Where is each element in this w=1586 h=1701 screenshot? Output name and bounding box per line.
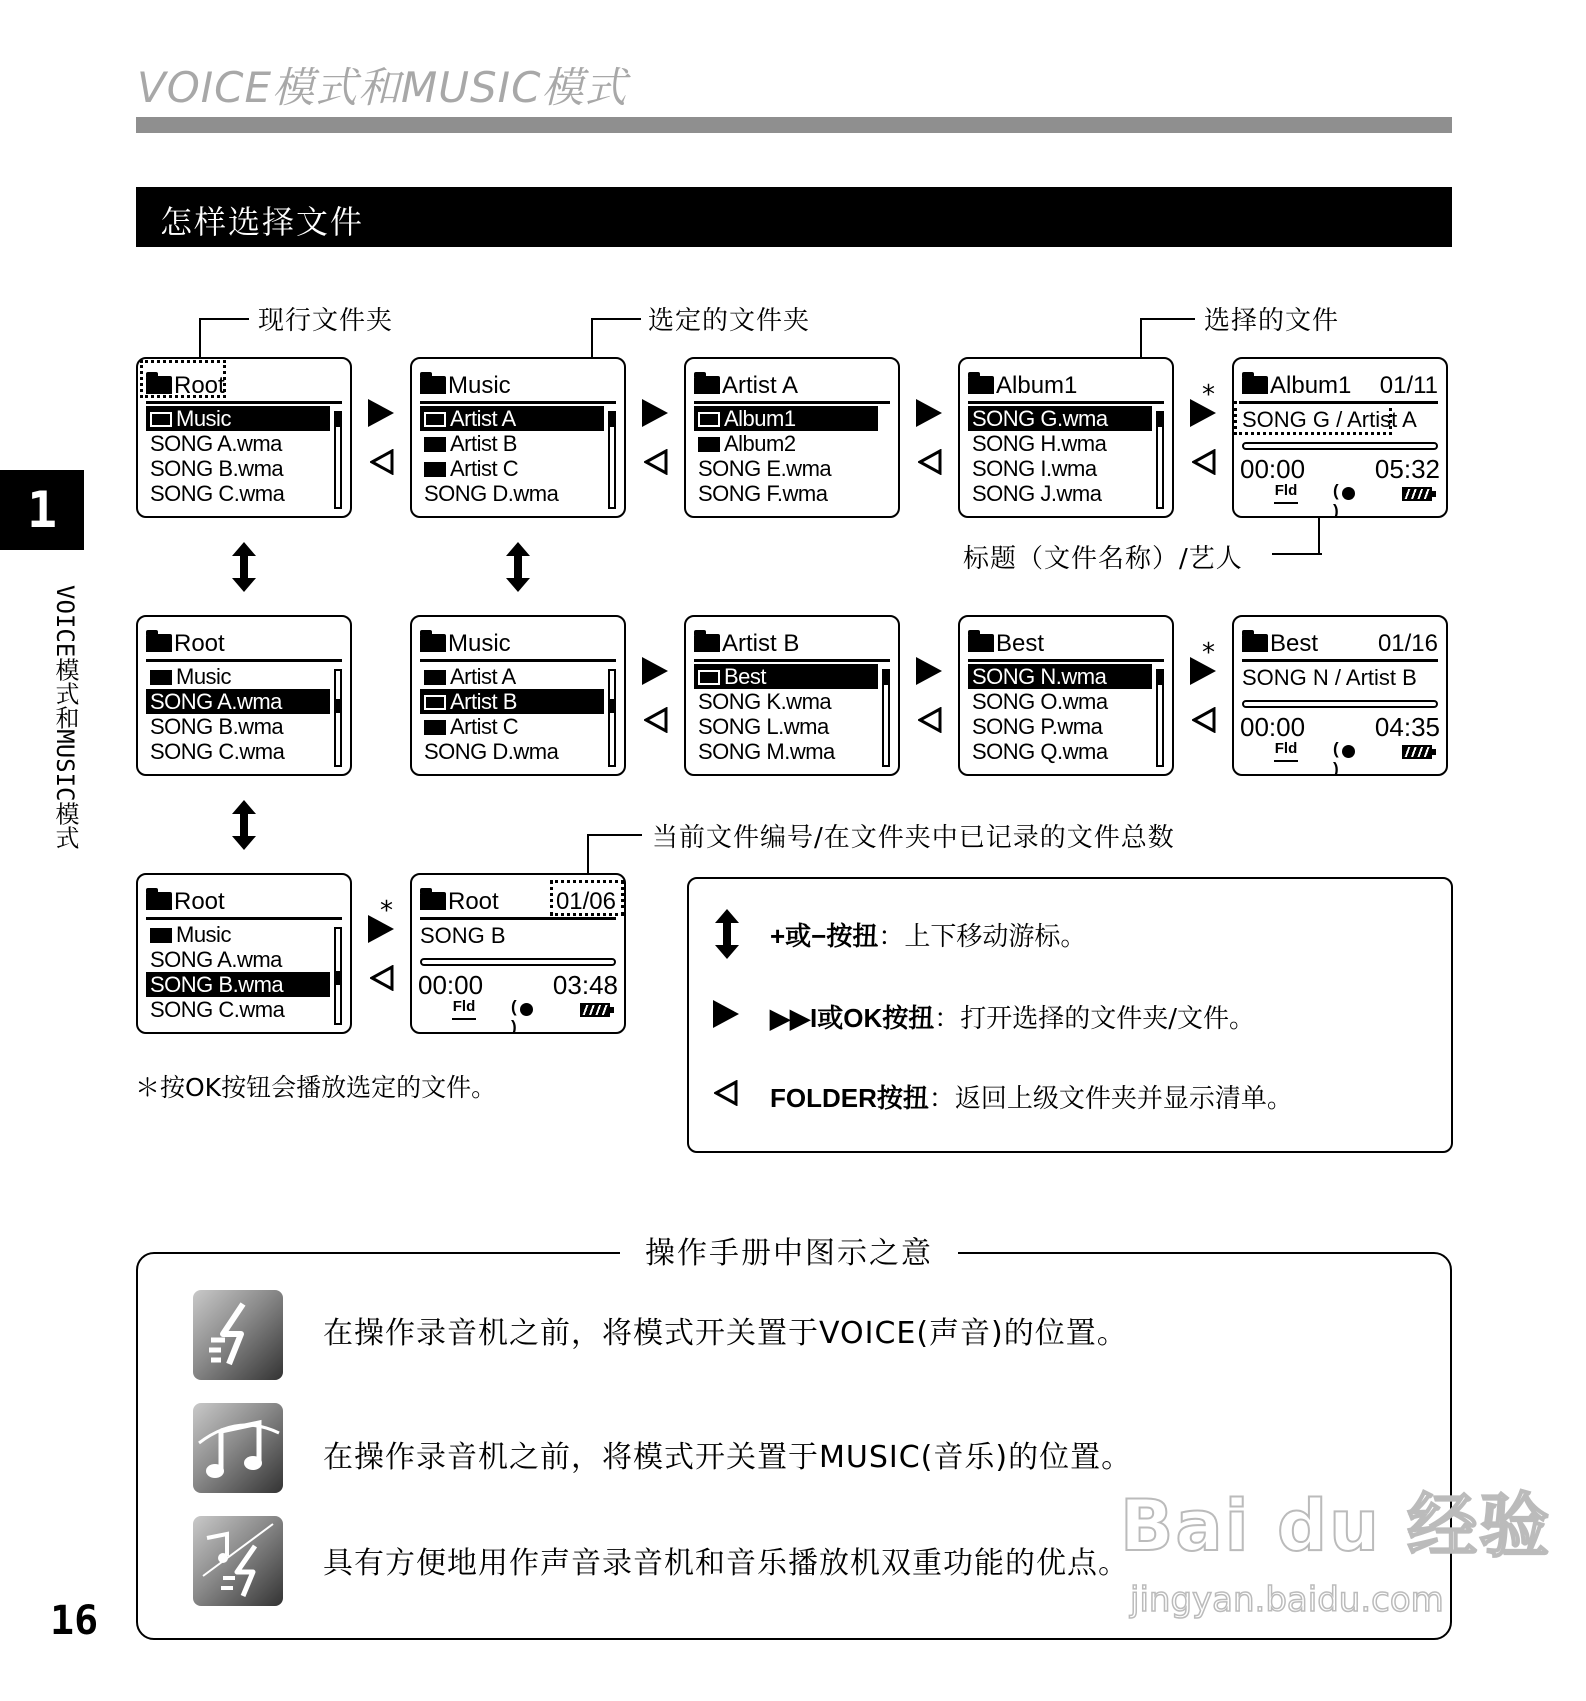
icons-meaning-title: 操作手册中图示之意: [620, 1228, 958, 1272]
list-item: SONG K.wma: [698, 689, 832, 714]
stereo-icon: [510, 1000, 544, 1018]
list-item: Album1: [694, 406, 878, 431]
scrollbar: [608, 669, 616, 767]
folder-icon: [150, 670, 172, 685]
dual-mode-icon: [193, 1516, 283, 1606]
icon-text-music: 在操作录音机之前，将模式开关置于MUSIC(音乐)的位置。: [323, 1440, 1133, 1475]
file-number-highlight: [550, 880, 624, 916]
folder-icon: [420, 634, 446, 652]
folder-icon: [420, 892, 446, 910]
list-item: SONG B.wma: [146, 972, 330, 997]
progress-bar: [420, 958, 616, 966]
forward-arrow-icon: [713, 1000, 739, 1028]
list-item: Artist A: [420, 664, 604, 689]
list-item: SONG L.wma: [698, 714, 829, 739]
icon-text-dual: 具有方便地用作声音录音机和音乐播放机双重功能的优点。: [323, 1546, 1129, 1581]
forward-arrow-icon: [368, 399, 394, 427]
list-item: SONG G.wma: [968, 406, 1152, 431]
folder-icon: [968, 376, 994, 394]
scrollbar: [1156, 411, 1164, 509]
folder-icon: [424, 437, 446, 452]
legend-folder: FOLDER按扭：返回上级文件夹并显示清单。: [770, 1083, 1293, 1114]
list-item: SONG H.wma: [972, 431, 1107, 456]
fld-indicator: Fld: [452, 1000, 476, 1020]
total-time: 03:48: [552, 970, 618, 1000]
icon-text-voice: 在操作录音机之前，将模式开关置于VOICE(声音)的位置。: [323, 1316, 1128, 1351]
list-item: Music: [146, 922, 330, 947]
label-selected-file: 选择的文件: [1204, 306, 1340, 336]
legend-ok: ▶▶I或OK按扭：打开选择的文件夹/文件。: [770, 1003, 1255, 1034]
forward-arrow-icon: [916, 657, 942, 685]
song-title: SONG N / Artist B: [1242, 665, 1417, 690]
list-item: SONG I.wma: [972, 456, 1097, 481]
asterisk-mark: *: [1202, 380, 1215, 410]
scrollbar: [882, 669, 890, 767]
list-item: SONG F.wma: [698, 481, 828, 506]
section-title: 怎样选择文件: [160, 203, 365, 241]
list-item: Album2: [694, 431, 878, 456]
folder-icon: [146, 634, 172, 652]
screen-album1: Album1 SONG G.wma SONG H.wma SONG I.wma SONG J.wma: [958, 357, 1174, 518]
scrollbar: [334, 927, 342, 1025]
list-item: SONG D.wma: [424, 739, 559, 764]
watermark-url: jingyan.baidu.com: [1130, 1580, 1444, 1620]
folder-icon: [424, 462, 446, 477]
song-title: SONG G / Artist A: [1242, 407, 1417, 432]
list-item: SONG J.wma: [972, 481, 1102, 506]
scrollbar: [334, 411, 342, 509]
chapter-side-text: VOICE模式和MUSIC模式: [51, 585, 79, 850]
forward-arrow-icon: [642, 657, 668, 685]
folder-icon: [698, 412, 720, 427]
back-arrow-icon: [1192, 707, 1210, 729]
list-item: SONG N.wma: [968, 664, 1152, 689]
folder-icon: [698, 670, 720, 685]
fld-indicator: Fld: [1274, 484, 1298, 504]
back-arrow-icon: [918, 707, 936, 729]
stereo-icon: [1332, 484, 1366, 502]
asterisk-mark: *: [1202, 638, 1215, 668]
screen-music-artists: Music Artist A Artist B Artist C SONG D.wma: [410, 357, 626, 518]
list-item: Music: [146, 406, 330, 431]
back-arrow-icon: [370, 449, 388, 471]
progress-bar: [1242, 700, 1438, 708]
list-item: SONG A.wma: [150, 431, 282, 456]
chapter-tab: 1: [0, 470, 84, 550]
list-item: SONG C.wma: [150, 481, 285, 506]
asterisk-mark: *: [380, 896, 393, 926]
label-title-artist: 标题（文件名称）/艺人: [963, 544, 1243, 574]
folder-icon: [694, 634, 720, 652]
screen-play-album1: Album1 01/11 SONG G / Artist A 00:00 05:32 Fld ( ): [1232, 357, 1448, 518]
page-number: 16: [50, 1598, 99, 1644]
list-item: SONG E.wma: [698, 456, 832, 481]
scrollbar: [608, 411, 616, 509]
current-folder-highlight: [140, 360, 226, 398]
battery-icon: [580, 1003, 610, 1017]
battery-icon: [1402, 487, 1432, 501]
list-item: SONG O.wma: [972, 689, 1108, 714]
elapsed-time: 00:00: [1240, 454, 1306, 484]
folder-icon: [420, 376, 446, 394]
back-arrow-icon: [714, 1080, 732, 1102]
folder-icon: [968, 634, 994, 652]
updown-arrow-icon: [711, 907, 743, 965]
list-item: SONG M.wma: [698, 739, 835, 764]
battery-icon: [1402, 745, 1432, 759]
list-item: Artist A: [420, 406, 604, 431]
list-item: Best: [694, 664, 878, 689]
back-arrow-icon: [644, 449, 662, 471]
list-item: Artist B: [420, 689, 604, 714]
list-item: Artist B: [420, 431, 604, 456]
list-item: SONG A.wma: [146, 689, 330, 714]
total-time: 05:32: [1374, 454, 1440, 484]
folder-icon: [1242, 376, 1268, 394]
screen-root-song-a: Root Music SONG A.wma SONG B.wma SONG C.wma: [136, 615, 352, 776]
folder-icon: [424, 720, 446, 735]
screen-play-root: Root 01/06 SONG B 00:00 03:48 Fld ( ): [410, 873, 626, 1034]
music-mode-icon: [193, 1403, 283, 1493]
song-title: SONG B: [420, 923, 506, 948]
updown-arrow-icon: [228, 540, 260, 598]
label-current-folder: 现行文件夹: [258, 306, 394, 336]
list-item: Artist C: [420, 456, 604, 481]
back-arrow-icon: [370, 965, 388, 987]
title-artist-highlight: [1234, 401, 1392, 435]
screen-best: Best SONG N.wma SONG O.wma SONG P.wma SONG Q.wma: [958, 615, 1174, 776]
folder-icon: [1242, 634, 1268, 652]
updown-arrow-icon: [502, 540, 534, 598]
page-header-title: VOICE模式和MUSIC模式: [137, 63, 628, 112]
list-item: SONG B.wma: [150, 456, 284, 481]
list-item: SONG D.wma: [424, 481, 559, 506]
fld-indicator: Fld: [1274, 742, 1298, 762]
legend-updown: +或−按扭：上下移动游标。: [770, 921, 1087, 952]
scrollbar: [1156, 669, 1164, 767]
screen-play-best: Best 01/16 SONG N / Artist B 00:00 04:35 Fld ( ): [1232, 615, 1448, 776]
folder-icon: [424, 695, 446, 710]
watermark-logo: Bai du 经验: [1120, 1485, 1552, 1567]
footnote: ＊按OK按钮会播放选定的文件。: [135, 1073, 497, 1102]
list-item: SONG Q.wma: [972, 739, 1108, 764]
folder-icon: [698, 437, 720, 452]
screen-artist-b: Artist B Best SONG K.wma SONG L.wma SONG M.wma: [684, 615, 900, 776]
list-item: Music: [146, 664, 330, 689]
list-item: SONG C.wma: [150, 739, 285, 764]
folder-icon: [150, 412, 172, 427]
list-item: SONG B.wma: [150, 714, 284, 739]
folder-icon: [150, 928, 172, 943]
progress-bar: [1242, 442, 1438, 450]
list-item: Artist C: [420, 714, 604, 739]
updown-arrow-icon: [228, 798, 260, 856]
screen-root-music: Root Music SONG A.wma SONG B.wma SONG C.wma: [136, 357, 352, 518]
elapsed-time: 00:00: [418, 970, 484, 1000]
list-item: SONG C.wma: [150, 997, 285, 1022]
forward-arrow-icon: [642, 399, 668, 427]
stereo-icon: [1332, 742, 1366, 760]
forward-arrow-icon: [916, 399, 942, 427]
header-rule: [136, 117, 1452, 133]
label-file-number: 当前文件编号/在文件夹中已记录的文件总数: [652, 823, 1175, 853]
back-arrow-icon: [1192, 449, 1210, 471]
list-item: SONG P.wma: [972, 714, 1103, 739]
label-selected-folder: 选定的文件夹: [648, 306, 811, 336]
elapsed-time: 00:00: [1240, 712, 1306, 742]
list-item: SONG A.wma: [150, 947, 282, 972]
back-arrow-icon: [644, 707, 662, 729]
screen-root-song-b: Root Music SONG A.wma SONG B.wma SONG C.wma: [136, 873, 352, 1034]
folder-icon: [424, 670, 446, 685]
screen-artist-a: Artist A Album1 Album2 SONG E.wma SONG F.wma: [684, 357, 900, 518]
folder-icon: [424, 412, 446, 427]
folder-icon: [146, 892, 172, 910]
voice-mode-icon: [193, 1290, 283, 1380]
screen-music-artist-b: Music Artist A Artist B Artist C SONG D.wma: [410, 615, 626, 776]
back-arrow-icon: [918, 449, 936, 471]
scrollbar: [334, 669, 342, 767]
folder-icon: [694, 376, 720, 394]
total-time: 04:35: [1374, 712, 1440, 742]
